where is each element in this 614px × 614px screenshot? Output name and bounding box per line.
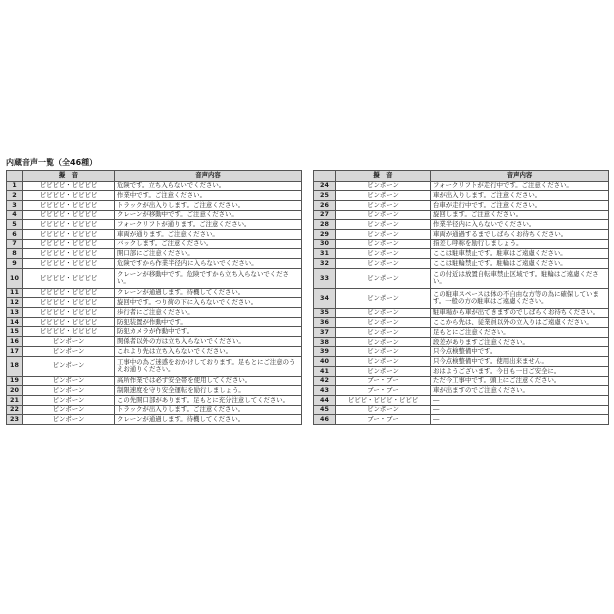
row-number: 4 — [7, 210, 23, 220]
row-number: 27 — [314, 210, 336, 220]
row-sound: ピピピピ・ピピピピ — [23, 210, 115, 220]
row-content: おはようございます。今日も一日ご安全に。 — [431, 366, 609, 376]
table-row — [7, 317, 302, 327]
table-row — [314, 347, 609, 357]
row-sound: ピンポーン — [336, 249, 431, 259]
row-number: 35 — [314, 308, 336, 318]
row-number: 8 — [7, 249, 23, 259]
row-content: 旋回中です。つり荷の下に入らないでください。 — [115, 298, 302, 308]
row-content: 足もとにご注意ください。 — [431, 328, 609, 338]
row-content: トラックが出入りします。ご注意ください。 — [115, 200, 302, 210]
row-number: 30 — [314, 239, 336, 249]
row-content: 只今点検整備中です。 — [431, 347, 609, 357]
row-content: 段差がありますご注意ください。 — [431, 337, 609, 347]
row-content: フォークリフトが走行中です。ご注意ください。 — [431, 181, 609, 191]
row-sound: ピンポーン — [336, 220, 431, 230]
row-content: フォークリフトが通ります。ご注意ください。 — [115, 220, 302, 230]
row-number: 22 — [7, 405, 23, 415]
table-header-row — [314, 171, 609, 182]
row-number: 26 — [314, 200, 336, 210]
table-row — [7, 415, 302, 425]
header-sound: 擬 音 — [23, 171, 115, 182]
table-row — [314, 318, 609, 328]
row-sound: ピンポーン — [336, 288, 431, 308]
table-row — [7, 308, 302, 318]
row-content: 指差し呼称を励行しましょう。 — [431, 239, 609, 249]
row-content: クレーンが通過します。待機してください。 — [115, 288, 302, 298]
row-sound: ピンポーン — [23, 405, 115, 415]
row-number: 14 — [7, 317, 23, 327]
row-number: 25 — [314, 191, 336, 201]
row-number: 10 — [7, 268, 23, 288]
row-sound: ピンポーン — [336, 308, 431, 318]
row-number: 45 — [314, 405, 336, 415]
row-content: クレーンが通過します。待機してください。 — [115, 415, 302, 425]
table-row — [314, 415, 609, 425]
table-row — [7, 298, 302, 308]
row-number: 16 — [7, 337, 23, 347]
row-sound: ピピピピ・ピピピピ — [23, 288, 115, 298]
row-number: 28 — [314, 220, 336, 230]
row-number: 5 — [7, 220, 23, 230]
table-row — [314, 366, 609, 376]
table-row — [7, 386, 302, 396]
table-row — [314, 181, 609, 191]
table-row — [7, 191, 302, 201]
table-row — [314, 386, 609, 396]
row-content: 旋回します。ご注意ください。 — [431, 210, 609, 220]
row-content: 関係者以外の方は立ち入らないでください。 — [115, 337, 302, 347]
table-row — [314, 191, 609, 201]
row-content: 危険です。立ち入らないでください。 — [115, 181, 302, 191]
table-row — [314, 288, 609, 308]
row-number: 36 — [314, 318, 336, 328]
table-row — [7, 395, 302, 405]
table-row — [314, 337, 609, 347]
row-content: 歩行者にご注意ください。 — [115, 308, 302, 318]
table-row — [7, 259, 302, 269]
table-row — [314, 395, 609, 405]
row-content: 工事中の為ご迷惑をおかけしております。足もとにご注意のうえお通りください。 — [115, 356, 302, 376]
row-content: バックします。ご注意ください。 — [115, 239, 302, 249]
table-row — [314, 249, 609, 259]
table-row — [7, 200, 302, 210]
row-number: 3 — [7, 200, 23, 210]
row-sound: ピンポーン — [23, 415, 115, 425]
row-sound: ピンポーン — [336, 191, 431, 201]
row-content: 車両が通過するまでしばらくお待ちください。 — [431, 229, 609, 239]
row-content: クレーンが移動中です。危険ですから立ち入らないでください。 — [115, 268, 302, 288]
table-row — [7, 337, 302, 347]
header-number — [314, 171, 336, 182]
row-sound: ピピピ・ピピピ・ピピピ — [336, 395, 431, 405]
row-sound: ピンポーン — [23, 346, 115, 356]
row-sound: ピピピピ・ピピピピ — [23, 181, 115, 191]
row-number: 2 — [7, 191, 23, 201]
row-number: 29 — [314, 229, 336, 239]
header-number — [7, 171, 23, 182]
row-sound: ピピピピ・ピピピピ — [23, 308, 115, 318]
voice-table-left — [6, 170, 302, 425]
table-row — [7, 268, 302, 288]
row-content: ここは駐車禁止です。駐車はご遠慮ください。 — [431, 249, 609, 259]
row-number: 19 — [7, 376, 23, 386]
row-number: 37 — [314, 328, 336, 338]
row-sound: ピピピピ・ピピピピ — [23, 268, 115, 288]
row-sound: ピンポーン — [336, 200, 431, 210]
table-row — [7, 210, 302, 220]
voice-table-left-body — [7, 181, 302, 424]
table-row — [314, 229, 609, 239]
row-content: これより先は立ち入らないでください。 — [115, 346, 302, 356]
row-content: この先開口部があります。足もとに充分注意してください。 — [115, 395, 302, 405]
header-sound: 擬 音 — [336, 171, 431, 182]
row-sound: ピピピピ・ピピピピ — [23, 259, 115, 269]
table-row — [314, 328, 609, 338]
table-row — [7, 288, 302, 298]
row-number: 32 — [314, 259, 336, 269]
row-content: 制限速度を守り安全運転を励行しましょう。 — [115, 386, 302, 396]
row-content: 防犯装置が作動中です。 — [115, 317, 302, 327]
row-sound: ピンポーン — [336, 337, 431, 347]
row-content: ― — [431, 395, 609, 405]
row-number: 40 — [314, 357, 336, 367]
row-content: 台車が走行中です。ご注意ください。 — [431, 200, 609, 210]
row-number: 42 — [314, 376, 336, 386]
row-content: 車が出入りします。ご注意ください。 — [431, 191, 609, 201]
table-row — [7, 327, 302, 337]
table-row — [7, 405, 302, 415]
row-sound: ピピピピ・ピピピピ — [23, 298, 115, 308]
row-number: 33 — [314, 268, 336, 288]
table-row — [7, 249, 302, 259]
row-number: 12 — [7, 298, 23, 308]
row-sound: ピンポーン — [336, 328, 431, 338]
row-number: 17 — [7, 346, 23, 356]
row-sound: ピンポーン — [336, 347, 431, 357]
row-number: 44 — [314, 395, 336, 405]
table-row — [314, 308, 609, 318]
row-sound: ピピピピ・ピピピピ — [23, 249, 115, 259]
row-number: 38 — [314, 337, 336, 347]
row-sound: ピンポーン — [23, 337, 115, 347]
table-row — [314, 210, 609, 220]
row-number: 31 — [314, 249, 336, 259]
row-sound: ブー・ブー — [336, 386, 431, 396]
row-sound: ピンポーン — [336, 357, 431, 367]
row-sound: ピンポーン — [336, 405, 431, 415]
table-row — [314, 200, 609, 210]
row-content: ただ今工事中です。頭上にご注意ください。 — [431, 376, 609, 386]
row-number: 13 — [7, 308, 23, 318]
row-sound: ピピピピ・ピピピピ — [23, 191, 115, 201]
row-sound: ピピピピ・ピピピピ — [23, 220, 115, 230]
row-content: この駐車スペースは体の不自由な方等の為に確保しています。一般の方の駐車はご遠慮ください。 — [431, 288, 609, 308]
row-number: 9 — [7, 259, 23, 269]
row-sound: ピピピピ・ピピピピ — [23, 239, 115, 249]
row-content: トラックが出入りします。ご注意ください。 — [115, 405, 302, 415]
row-sound: ピンポーン — [23, 386, 115, 396]
row-sound: ピピピピ・ピピピピ — [23, 317, 115, 327]
row-number: 41 — [314, 366, 336, 376]
row-sound: ピンポーン — [23, 395, 115, 405]
row-number: 18 — [7, 356, 23, 376]
page-title: 内蔵音声一覧（全46種） — [6, 158, 98, 167]
table-row — [7, 346, 302, 356]
table-row — [314, 405, 609, 415]
row-sound: ピピピピ・ピピピピ — [23, 229, 115, 239]
table-row — [7, 376, 302, 386]
table-row — [7, 229, 302, 239]
header-content: 音声内容 — [431, 171, 609, 182]
row-content: クレーンが移動中です。ご注意ください。 — [115, 210, 302, 220]
row-number: 21 — [7, 395, 23, 405]
row-sound: ピンポーン — [336, 259, 431, 269]
table-row — [7, 181, 302, 191]
table-row — [314, 376, 609, 386]
table-header-row — [7, 171, 302, 182]
row-number: 20 — [7, 386, 23, 396]
row-content: ここは駐輪禁止です。駐輪はご遠慮ください。 — [431, 259, 609, 269]
row-content: 高所作業では必ず安全帯を使用してください。 — [115, 376, 302, 386]
row-content: この付近は放置自転車禁止区域です。駐輪はご遠慮ください。 — [431, 268, 609, 288]
voice-table-right — [313, 170, 609, 425]
row-content: ここから先は、従業員以外の立入りはご遠慮ください。 — [431, 318, 609, 328]
row-sound: ピンポーン — [336, 229, 431, 239]
row-number: 24 — [314, 181, 336, 191]
row-content: 開口部にご注意ください。 — [115, 249, 302, 259]
table-row — [314, 239, 609, 249]
row-number: 34 — [314, 288, 336, 308]
row-sound: ピンポーン — [23, 376, 115, 386]
row-number: 43 — [314, 386, 336, 396]
row-content: 車が出ますのでご注意ください。 — [431, 386, 609, 396]
row-sound: ピンポーン — [336, 239, 431, 249]
row-content: 防犯カメラが作動中です。 — [115, 327, 302, 337]
row-number: 1 — [7, 181, 23, 191]
table-row — [314, 259, 609, 269]
row-number: 15 — [7, 327, 23, 337]
row-content: 作業中です。ご注意ください。 — [115, 191, 302, 201]
row-content: ― — [431, 415, 609, 425]
row-number: 46 — [314, 415, 336, 425]
row-number: 11 — [7, 288, 23, 298]
row-number: 7 — [7, 239, 23, 249]
row-sound: ピンポーン — [23, 356, 115, 376]
row-number: 39 — [314, 347, 336, 357]
voice-table-right-body — [314, 181, 609, 424]
header-content: 音声内容 — [115, 171, 302, 182]
table-row — [7, 239, 302, 249]
row-sound: ピンポーン — [336, 366, 431, 376]
row-sound: ピンポーン — [336, 268, 431, 288]
row-sound: ピンポーン — [336, 318, 431, 328]
row-content: ― — [431, 405, 609, 415]
table-row — [7, 356, 302, 376]
row-content: 危険ですから作業半径内に入らないでください。 — [115, 259, 302, 269]
row-sound: ブー・ブー — [336, 376, 431, 386]
row-content: 作業半径内に入らないでください。 — [431, 220, 609, 230]
row-sound: ピンポーン — [336, 181, 431, 191]
row-sound: ピピピピ・ピピピピ — [23, 200, 115, 210]
table-row — [7, 220, 302, 230]
row-sound: ピピピピ・ピピピピ — [23, 327, 115, 337]
table-row — [314, 268, 609, 288]
row-content: 只今点検整備中です。使用出来ません。 — [431, 357, 609, 367]
row-number: 6 — [7, 229, 23, 239]
row-sound: ブー・ブー — [336, 415, 431, 425]
row-number: 23 — [7, 415, 23, 425]
row-content: 駐車場から車が出てきますのでしばらくお待ちください。 — [431, 308, 609, 318]
row-sound: ピンポーン — [336, 210, 431, 220]
table-row — [314, 357, 609, 367]
table-row — [314, 220, 609, 230]
row-content: 車両が通ります。ご注意ください。 — [115, 229, 302, 239]
